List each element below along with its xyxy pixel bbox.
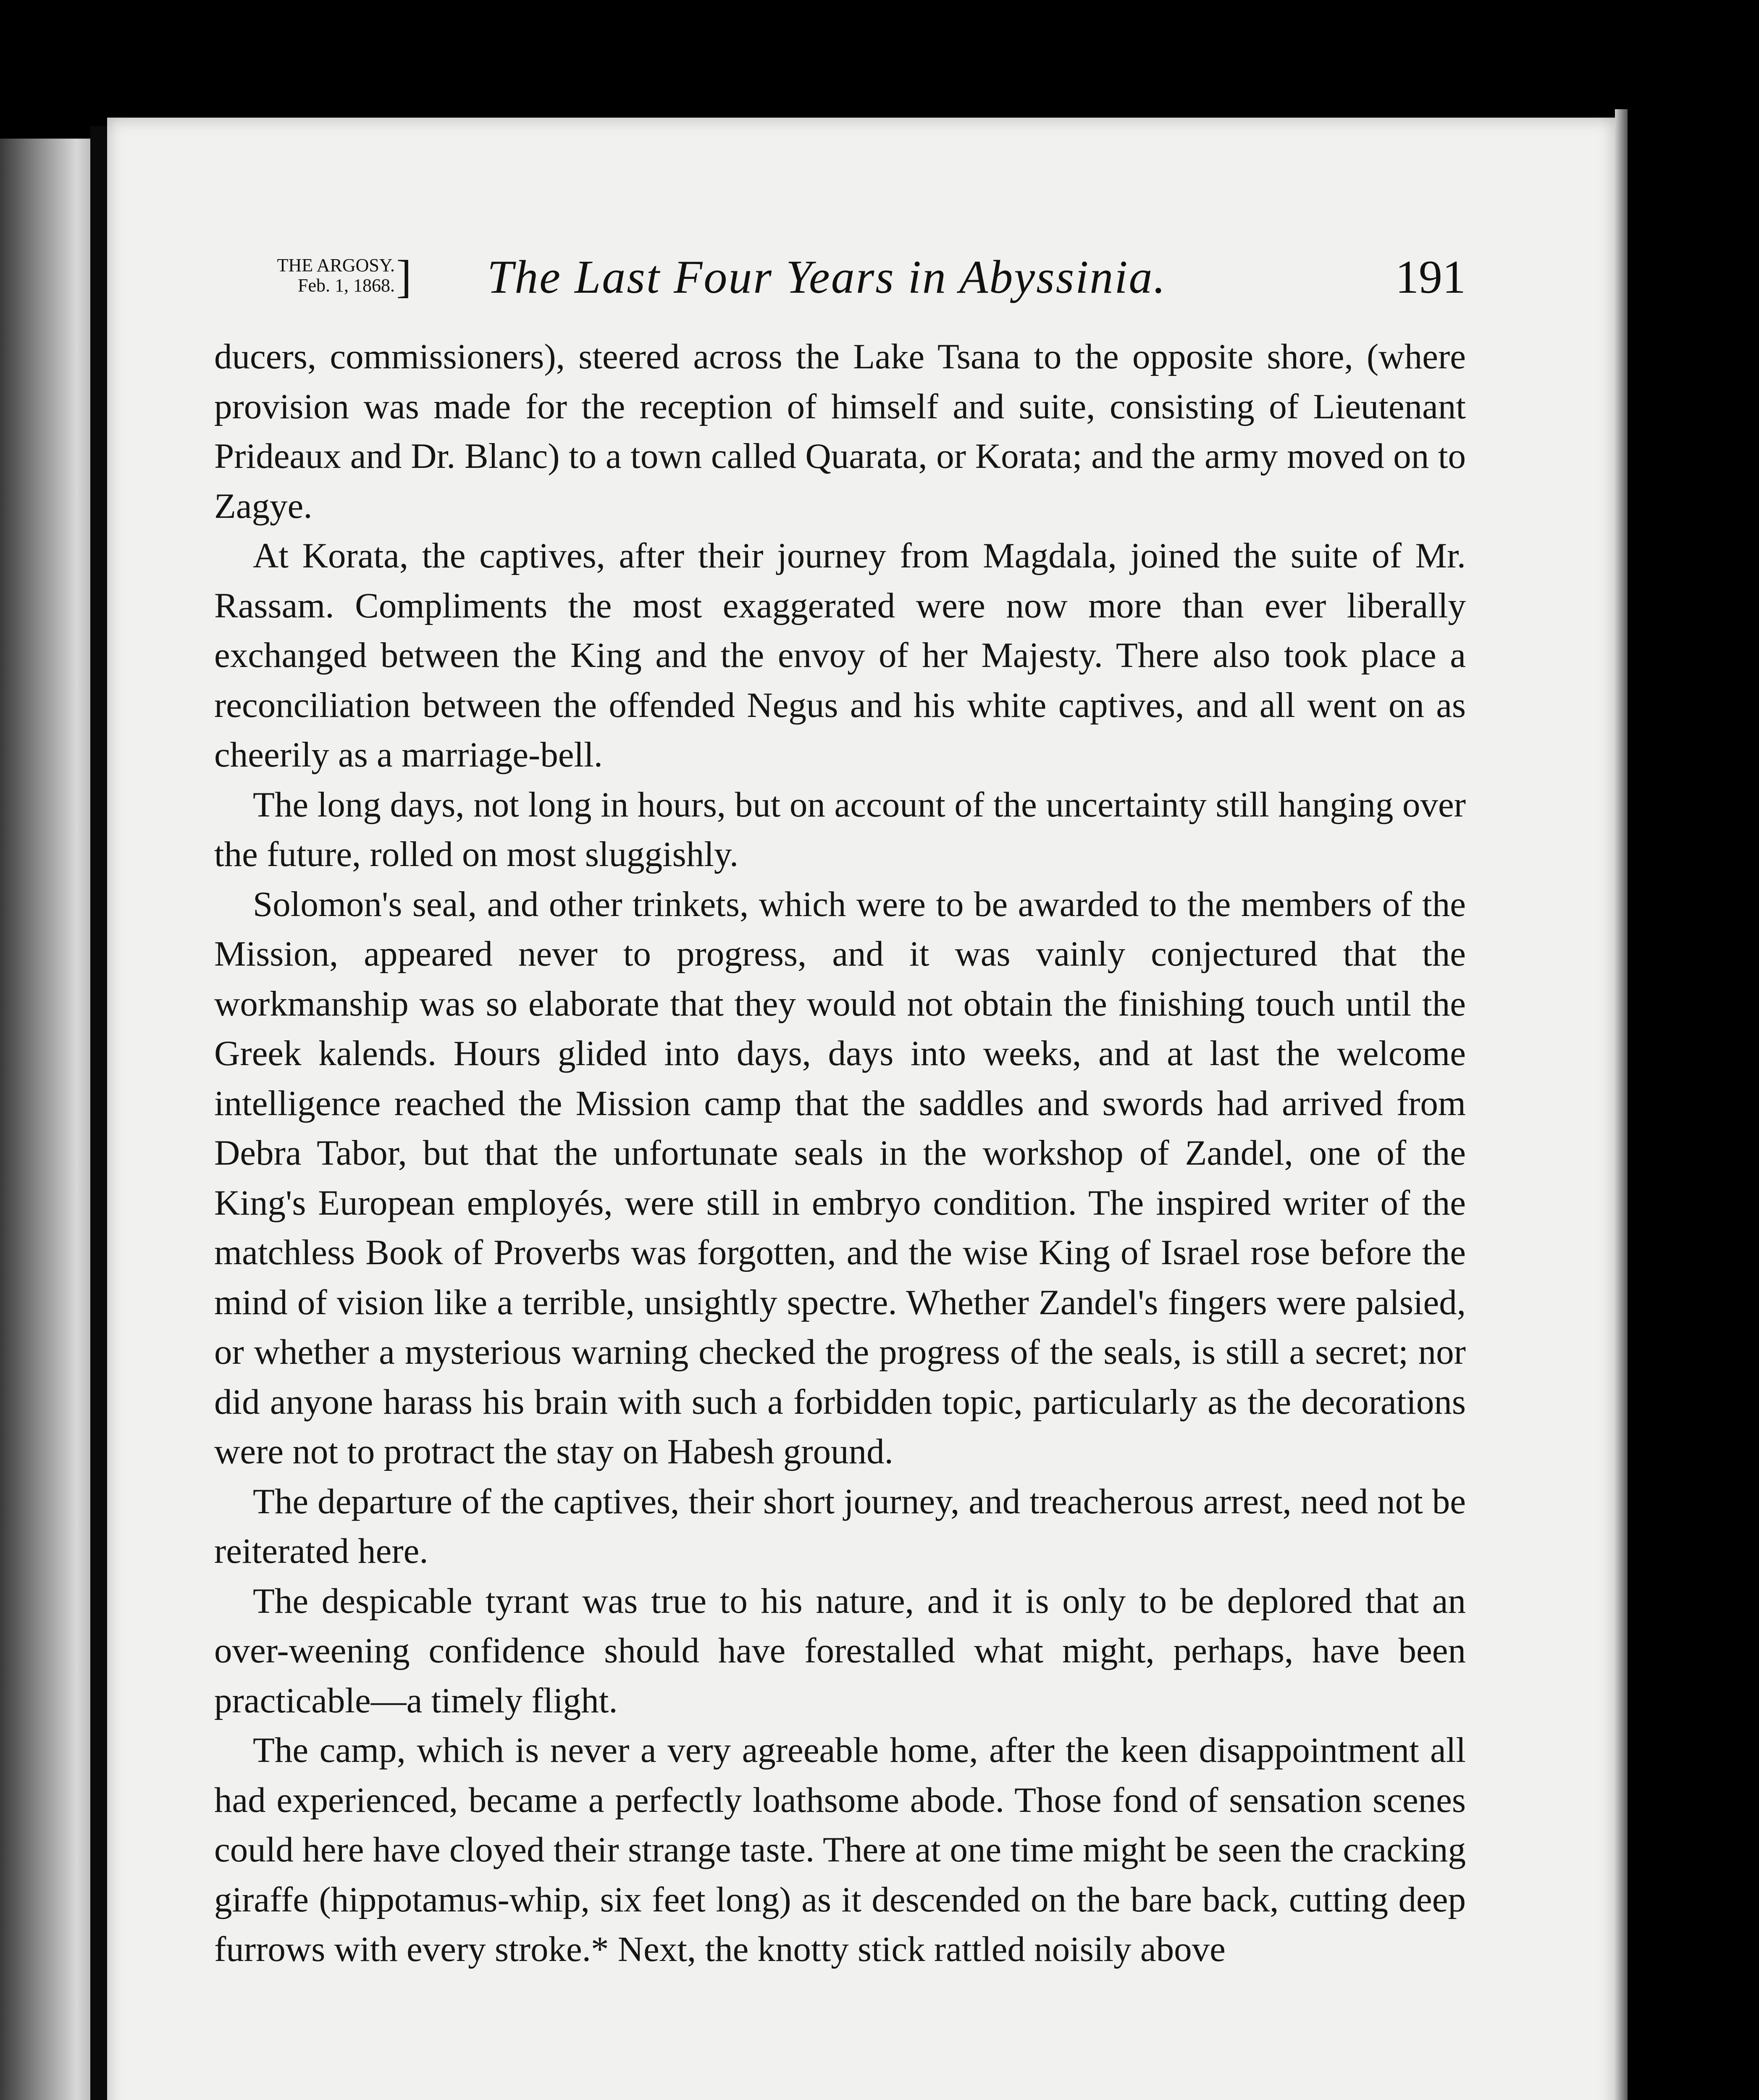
journal-citation: [235, 251, 412, 302]
journal-date: Feb. 1, 1868.: [298, 275, 395, 296]
book-gutter: [90, 126, 107, 2100]
paragraph-4: Solomon's seal, and other trinkets, which were to be awarded to the members of the Mission, appeared never to progress, and it was vainly conjectured that the workmanship was so elaborate that they would not obtain the finishing touch until the Greek kalends. Hours glided into days, days into weeks, and at last the welcome intelligence reached the Mission camp that the saddles and swords had arrived from Debra Tabor, but that the unfortunate seals in the workshop of Zandel, one of the King's European employés, were still in embryo condition. The inspired writer of the matchless Book of Proverbs was forgotten, and the wise King of Israel rose before the mind of vision like a terrible, unsightly spectre. Whether Zandel's fingers were palsied, or whether a mysterious warning checked the progress of the seals, is still a secret; nor did anyone harass his brain with such a forbidden topic, particularly as the decorations were not to protract the stay on Habesh ground.: [214, 884, 1466, 1471]
paragraph-1: ducers, commissioners), steered across the Lake Tsana to the opposite shore, (where provision was made for the reception of himself and suite, consisting of Lieutenant Prideaux and Dr. Blanc) to a town called Quarata, or Korata; and the army moved on to Zagye.: [214, 337, 1466, 526]
paragraph-5: The departure of the captives, their short journey, and treacherous arrest, need not be reiterated here.: [214, 1481, 1466, 1571]
running-title: The Last Four Years in Abyssinia.: [487, 251, 1167, 303]
body-text: [214, 332, 1466, 1974]
running-header: [235, 252, 1466, 311]
page-number: 191: [1395, 251, 1466, 303]
paragraph-7: The camp, which is never a very agreeable home, after the keen disappointment all had experienced, became a perfectly loathsome abode. Those fond of sensation scenes could here have cloyed their strange taste. There at one time might be seen the cracking giraffe (hippotamus-whip, six feet long) as it descended on the bare back, cutting deep furrows with every stroke.* Next, the knotty stick rattled noisily above: [214, 1730, 1466, 1969]
previous-page-edge: [0, 139, 90, 2100]
paragraph-3: The long days, not long in hours, but on account of the uncertainty still hanging over the future, rolled on most sluggishly.: [214, 785, 1466, 874]
page-edge-shadow: [1615, 109, 1628, 2100]
bracket-glyph: ]: [396, 251, 412, 302]
journal-name: THE ARGOSY.: [277, 255, 395, 276]
paragraph-2: At Korata, the captives, after their journey from Magdala, joined the suite of Mr. Rassam. Compliments the most exaggerated were now more than ever liberally exchanged between the King and the envoy of her Majesty. There also took place a reconciliation between the offended Negus and his white captives, and all went on as cheerily as a marriage-bell.: [214, 536, 1466, 774]
paragraph-6: The despicable tyrant was true to his nature, and it is only to be deplored that an over-weening confidence should have forestalled what might, perhaps, have been practicable—a timely flight.: [214, 1581, 1466, 1720]
